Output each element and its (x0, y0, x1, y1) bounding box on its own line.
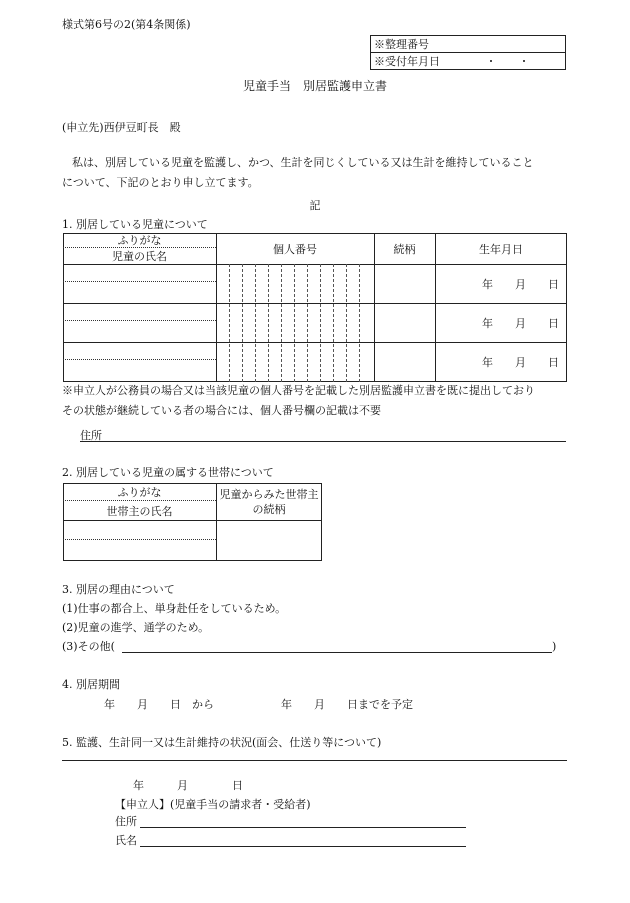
reason-2[interactable]: (2)児童の進学、通学のため。 (62, 621, 210, 634)
form-number: 様式第6号の2(第4条関係) (62, 18, 191, 31)
birth-date-row1[interactable]: 年 月 日 (482, 278, 559, 291)
col-furigana-household: ふりがな (117, 486, 162, 499)
birth-date-row2[interactable]: 年 月 日 (482, 317, 559, 330)
section5-line[interactable] (62, 760, 567, 761)
household-table (63, 483, 322, 561)
intro-line-1: 私は、別居している児童を監護し、かつ、生計を同じくしている又は生計を維持していること (72, 156, 534, 169)
reason-1[interactable]: (1)仕事の都合上、単身赴任をしているため。 (62, 602, 287, 615)
col-birth-date: 生年月日 (479, 243, 523, 256)
receipt-date-field[interactable] (371, 53, 566, 70)
section3-heading: 3. 別居の理由について (62, 583, 175, 596)
period-from[interactable]: 年 月 日 から (104, 698, 214, 711)
col-head-of-household: 世帯主の氏名 (106, 505, 173, 518)
note-line-1: ※申立人が公務員の場合又は当該児童の個人番号を記載した別居監護申立書を既に提出しており (62, 384, 535, 397)
section4-heading: 4. 別居期間 (62, 678, 120, 691)
col-household-relation-1: 児童からみた世帯主 (219, 488, 319, 501)
office-use-box (370, 35, 566, 70)
reason-3-open[interactable]: (3)その他( (62, 640, 115, 653)
footer-date[interactable]: 年 月 日 (133, 779, 243, 792)
col-furigana: ふりがな (117, 234, 162, 247)
applicant-address-line[interactable] (140, 827, 466, 828)
section1-heading: 1. 別居している児童について (62, 218, 208, 231)
col-personal-number: 個人番号 (273, 243, 317, 256)
applicant-label: 【申立人】(児童手当の請求者・受給者) (115, 798, 311, 811)
receipt-date-label: ※受付年月日 (374, 55, 440, 68)
ki-heading: 記 (309, 199, 321, 212)
period-to[interactable]: 年 月 日までを予定 (281, 698, 413, 711)
applicant-address-label: 住所 (115, 815, 137, 828)
birth-date-row3[interactable]: 年 月 日 (482, 356, 559, 369)
col-child-name: 児童の氏名 (112, 250, 167, 263)
receipt-date-dots: ・ ・ (485, 55, 530, 68)
child-address-line[interactable] (80, 441, 566, 442)
addressee: (申立先)西伊豆町長 殿 (62, 121, 181, 134)
reference-number-field[interactable] (371, 36, 566, 53)
col-household-relation-2: の続柄 (252, 503, 286, 516)
children-table (63, 233, 567, 382)
section5-heading: 5. 監護、生計同一又は生計維持の状況(面会、仕送り等について) (62, 736, 382, 749)
col-relation: 続柄 (393, 243, 416, 256)
applicant-name-label: 氏名 (115, 834, 137, 847)
intro-line-2: について、下記のとおり申し立てます。 (62, 176, 259, 189)
applicant-name-line[interactable] (140, 846, 466, 847)
document-title: 児童手当 別居監護申立書 (242, 79, 387, 93)
reason-3-close: ) (552, 640, 557, 653)
section2-heading: 2. 別居している児童の属する世帯について (62, 466, 274, 479)
note-line-2: その状態が継続している者の場合には、個人番号欄の記載は不要 (62, 404, 381, 417)
reason-3-line[interactable] (122, 652, 552, 653)
reference-number-label: ※整理番号 (374, 38, 429, 51)
child-address-label: 住所 (80, 429, 102, 442)
